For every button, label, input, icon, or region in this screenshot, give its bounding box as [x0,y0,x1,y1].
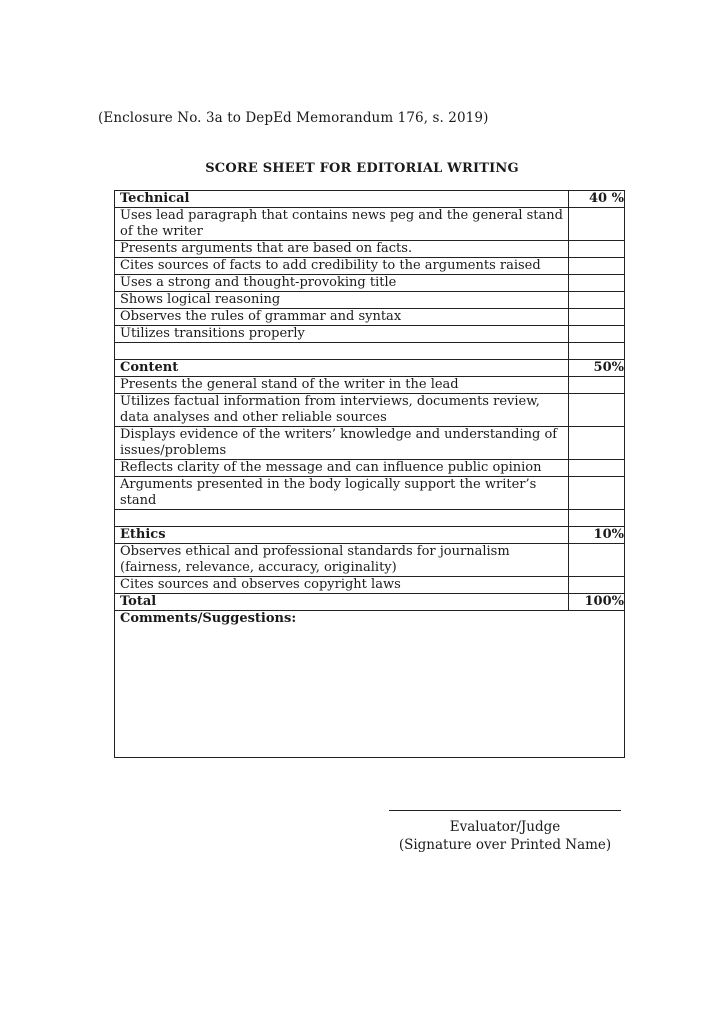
section-label: Ethics [115,527,569,544]
page-title: SCORE SHEET FOR EDITORIAL WRITING [205,161,519,176]
score-cell[interactable] [569,309,625,326]
criterion-text: Displays evidence of the writers’ knowledge and understanding of issues/problems [115,427,569,460]
criterion-row [115,275,625,292]
section-percent: 50% [569,360,625,377]
section-header-technical [115,191,625,208]
total-percent: 100% [569,594,625,611]
criterion-row [115,258,625,275]
criterion-row [115,326,625,343]
signature-note: (Signature over Printed Name) [398,837,612,853]
score-cell[interactable] [569,577,625,594]
total-label: Total [115,594,569,611]
criterion-row [115,377,625,394]
score-cell[interactable] [569,427,625,460]
criterion-row [115,241,625,258]
criterion-text: Cites sources of facts to add credibility to the arguments raised [115,258,569,275]
score-cell[interactable] [569,460,625,477]
criterion-text: Utilizes factual information from interviews, documents review, data analyses and other reliable sources [115,394,569,427]
criterion-text: Presents arguments that are based on facts. [115,241,569,258]
signature-role: Evaluator/Judge [449,819,561,835]
criterion-row [115,477,625,510]
criterion-text: Uses a strong and thought-provoking title [115,275,569,292]
enclosure-reference: (Enclosure No. 3a to DepEd Memorandum 176, s. 2019) [98,110,489,126]
criterion-row [115,208,625,241]
score-cell[interactable] [569,241,625,258]
score-cell[interactable] [569,275,625,292]
section-header-content [115,360,625,377]
score-sheet-table [114,190,625,758]
criterion-text: Utilizes transitions properly [115,326,569,343]
score-cell[interactable] [569,326,625,343]
criterion-text: Cites sources and observes copyright laws [115,577,569,594]
score-cell[interactable] [569,292,625,309]
section-percent: 40 % [569,191,625,208]
signature-line[interactable] [389,810,621,811]
score-cell[interactable] [569,544,625,577]
section-label: Content [115,360,569,377]
criterion-text: Reflects clarity of the message and can influence public opinion [115,460,569,477]
criterion-text: Arguments presented in the body logically support the writer’s stand [115,477,569,510]
criterion-row [115,427,625,460]
score-cell[interactable] [569,258,625,275]
score-cell[interactable] [569,394,625,427]
score-cell[interactable] [569,377,625,394]
section-label: Technical [115,191,569,208]
criterion-text: Shows logical reasoning [115,292,569,309]
criterion-text: Presents the general stand of the writer in the lead [115,377,569,394]
criterion-row [115,394,625,427]
criterion-text: Uses lead paragraph that contains news peg and the general stand of the writer [115,208,569,241]
comments-box[interactable] [115,611,625,758]
spacer-row [115,510,625,527]
score-cell[interactable] [569,208,625,241]
section-percent: 10% [569,527,625,544]
criterion-row [115,292,625,309]
section-header-ethics [115,527,625,544]
total-row [115,594,625,611]
comments-label: Comments/Suggestions: [120,611,297,626]
criterion-row [115,544,625,577]
criterion-row [115,460,625,477]
comments-row [115,611,625,758]
score-cell[interactable] [569,477,625,510]
criterion-row [115,577,625,594]
criterion-text: Observes the rules of grammar and syntax [115,309,569,326]
criterion-text: Observes ethical and professional standards for journalism (fairness, relevance, accuracy, originality) [115,544,569,577]
criterion-row [115,309,625,326]
spacer-row [115,343,625,360]
